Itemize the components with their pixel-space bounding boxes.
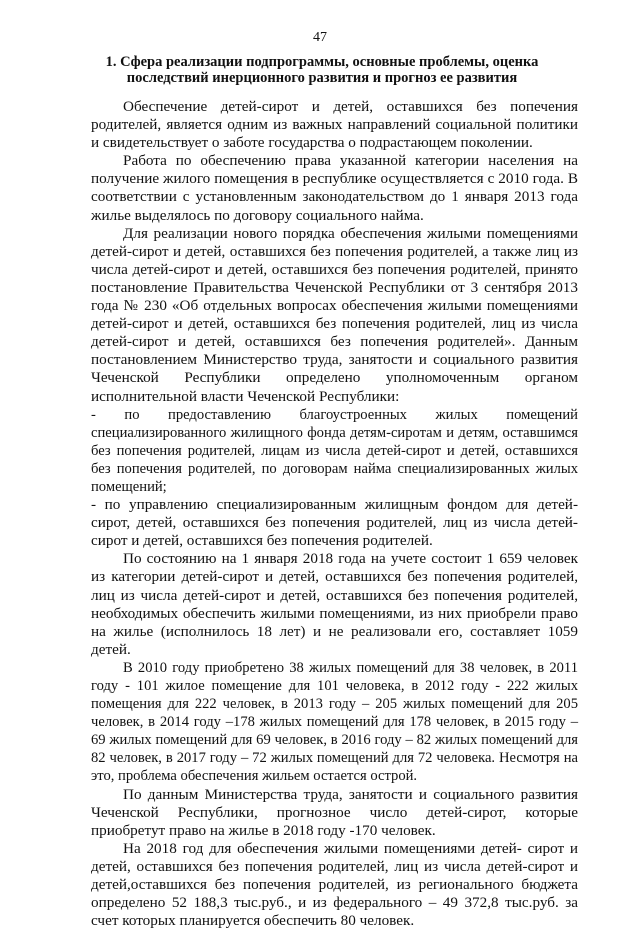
body-text bbox=[91, 98, 578, 930]
list-item-provision: - по предоставлению благоустроенных жилых помещений специализированного жилищного фонда детям-сиротам и детям, оставшимся без попечения родителей, лицам из числа детей-сирот и детей, оставшихся без попечения родителей, по договорам найма специализированных жилых помещений; bbox=[91, 406, 578, 495]
section-heading: 1. Сфера реализации подпрограммы, основные проблемы, оценка последствий инерционного развития и прогноз ее развития bbox=[105, 54, 539, 86]
paragraph-registry: По состоянию на 1 января 2018 года на учете состоит 1 659 человек из категории детей-сирот и детей, оставшихся без попечения родителей, лиц из числа детей-сирот и детей, оставшихся без попечения родителей, необходимых обеспечить жилыми помещениями, из них приобрели право на жилье (исполнилось 18 лет) и не реализовали его, составляет 1059 детей. bbox=[91, 550, 578, 658]
paragraph-intro: Обеспечение детей-сирот и детей, оставшихся без попечения родителей, является одним из важных направлений социальной политики и свидетельствует о заботе государства о подрастающем поколении. bbox=[91, 98, 578, 152]
paragraph-history: В 2010 году приобретено 38 жилых помещений для 38 человек, в 2011 году - 101 жилое помещение для 101 человека, в 2012 году - 222 жилых помещения для 222 человек, в 2013 году – 205 жилых помещений для 205 человек, в 2014 году –178 жилых помещений для 178 человек, в 2015 году – 69 жилых помещений для 69 человек, в 2016 году – 82 жилых помещений для 82 человек, в 2017 году – 72 жилых помещений для 72 человека. Несмотря на это, проблема обеспечения жильем остается острой. bbox=[91, 659, 578, 785]
paragraph-funding: На 2018 год для обеспечения жилыми помещениями детей- сирот и детей, оставшихся без попечения родителей, лиц из числа детей-сирот и детей,оставшихся без попечения родителей, из регионального бюджета определено 52 188,3 тыс.руб., и из федерального – 49 372,8 тыс.руб. за счет которых планируется обеспечить 80 человек. bbox=[91, 839, 578, 930]
list-item-management: - по управлению специализированным жилищным фондом для детей-сирот, детей, оставшихся без попечения родителей, лиц из числа детей-сирот и детей, оставшихся без попечения родителей. bbox=[91, 496, 578, 550]
paragraph-decree: Для реализации нового порядка обеспечения жилыми помещениями детей-сирот и детей, оставшихся без попечения родителей, а также лиц из числа детей-сирот и детей, оставшихся без попечения родителей, принято постановление Правительства Чеченской Республики от 3 сентября 2013 года № 230 «Об отдельных вопросах обеспечения жилыми помещениями детей-сирот и детей, оставшихся без попечения родителей, лиц из числа детей-сирот и детей, оставшихся без попечения родителей». Данным постановлением Министерство труда, занятости и социального развития Чеченской Республики определено уполномоченным органом исполнительной власти Чеченской Республики: bbox=[91, 224, 578, 405]
paragraph-work: Работа по обеспечению права указанной категории населения на получение жилого помещения в республике осуществляется с 2010 года. В соответствии с установленным законодательством до 1 января 2013 года жилье выделялось по договору социального найма. bbox=[91, 152, 578, 224]
page-number: 47 bbox=[313, 30, 327, 45]
paragraph-forecast: По данным Министерства труда, занятости и социального развития Чеченской Республики, прогнозное число детей-сирот, которые приобретут право на жилье в 2018 году -170 человек. bbox=[91, 785, 578, 839]
